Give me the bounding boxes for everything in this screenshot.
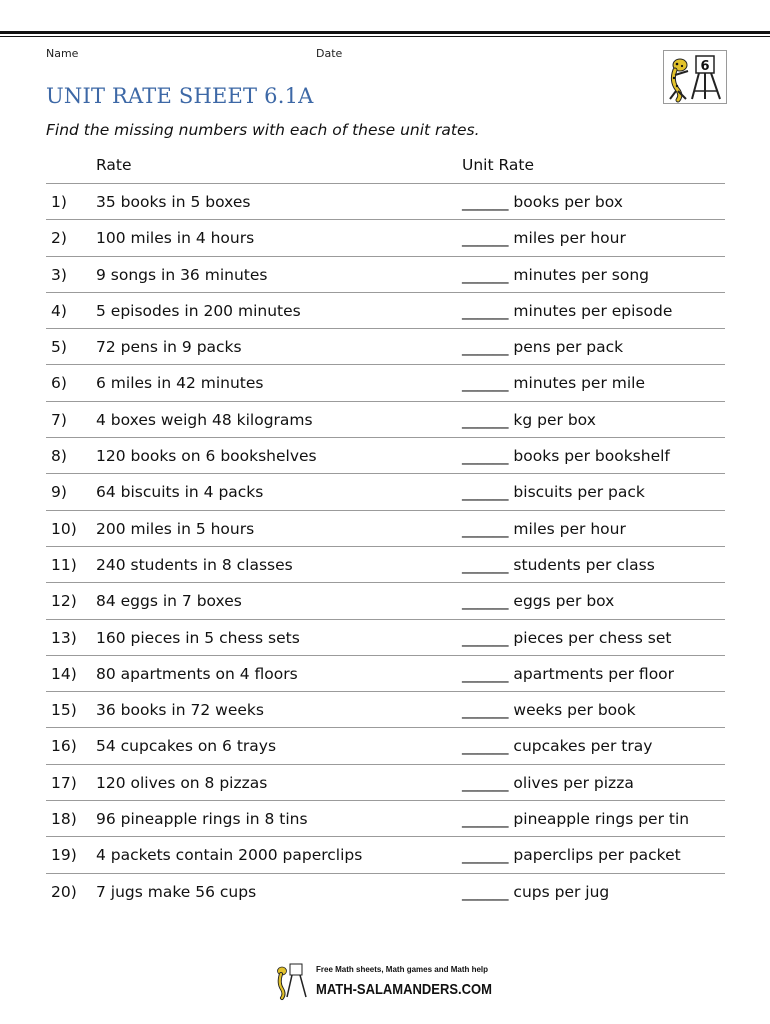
problem-rate: 100 miles in 4 hours (96, 229, 255, 248)
problem-number: 19) (51, 846, 77, 865)
problem-rate: 36 books in 72 weeks (96, 701, 264, 720)
problem-unit-rate: ______ miles per hour (462, 519, 626, 538)
table-row (46, 184, 725, 220)
name-label: Name (46, 47, 79, 60)
table-row (46, 583, 725, 619)
problem-number: 3) (51, 265, 67, 284)
problem-number: 6) (51, 374, 67, 393)
problem-number: 7) (51, 410, 67, 429)
problem-unit-rate: ______ cups per jug (462, 882, 610, 901)
problem-unit-rate: ______ books per bookshelf (462, 447, 670, 466)
problem-rate: 84 eggs in 7 boxes (96, 592, 242, 611)
instructions: Find the missing numbers with each of these unit rates. (46, 121, 480, 139)
table-row (46, 511, 725, 547)
problem-number: 10) (51, 519, 77, 538)
table-row (46, 365, 725, 401)
problem-unit-rate: ______ pens per pack (462, 338, 624, 357)
date-label: Date (316, 47, 343, 60)
problem-number: 18) (51, 810, 77, 829)
table-row (46, 801, 725, 837)
problem-unit-rate: ______ minutes per episode (462, 301, 673, 320)
problem-number: 16) (51, 737, 77, 756)
problem-rate: 4 packets contain 2000 paperclips (96, 846, 363, 865)
problem-unit-rate: ______ weeks per book (462, 701, 636, 720)
problem-rate: 120 olives on 8 pizzas (96, 773, 268, 792)
table-row (46, 620, 725, 656)
problem-rate: 5 episodes in 200 minutes (96, 301, 301, 320)
table-row (46, 329, 725, 365)
problem-rate: 6 miles in 42 minutes (96, 374, 264, 393)
table-row (46, 257, 725, 293)
problem-number: 2) (51, 229, 67, 248)
column-header-rate: Rate (96, 156, 132, 174)
problem-rate: 7 jugs make 56 cups (96, 882, 257, 901)
problem-unit-rate: ______ minutes per song (462, 265, 649, 284)
problem-rate: 80 apartments on 4 floors (96, 664, 298, 683)
problem-unit-rate: ______ apartments per floor (462, 664, 675, 683)
footer-tagline: Free Math sheets, Math games and Math help (316, 965, 489, 974)
problem-number: 15) (51, 701, 77, 720)
problem-rate: 54 cupcakes on 6 trays (96, 737, 277, 756)
problem-number: 13) (51, 628, 77, 647)
table-row (46, 728, 725, 764)
problem-number: 17) (51, 773, 77, 792)
problem-unit-rate: ______ paperclips per packet (462, 846, 681, 865)
problem-unit-rate: ______ eggs per box (462, 592, 615, 611)
problem-rate: 64 biscuits in 4 packs (96, 483, 264, 502)
problem-unit-rate: ______ books per box (462, 193, 623, 211)
problem-unit-rate: ______ kg per box (462, 410, 596, 429)
problem-rate: 200 miles in 5 hours (96, 519, 255, 538)
problems-table (46, 150, 725, 909)
table-row (46, 474, 725, 510)
problem-unit-rate: ______ miles per hour (462, 229, 626, 248)
math-salamanders-logo-icon (276, 961, 496, 1001)
header-rule-thick (0, 31, 770, 34)
problem-number: 5) (51, 338, 67, 357)
problem-number: 9) (51, 483, 67, 502)
problem-number: 14) (51, 664, 77, 683)
problem-rate: 9 songs in 36 minutes (96, 265, 268, 284)
footer-site: MATH-SALAMANDERS.COM (316, 981, 492, 998)
problem-rows (46, 184, 725, 909)
problem-rate: 240 students in 8 classes (96, 555, 293, 574)
table-row (46, 402, 725, 438)
problem-rate: 72 pens in 9 packs (96, 338, 242, 357)
worksheet-title: UNIT RATE SHEET 6.1A (46, 84, 314, 108)
problem-number: 8) (51, 447, 67, 466)
problem-number: 12) (51, 592, 77, 611)
problem-unit-rate: ______ pieces per chess set (462, 628, 672, 647)
table-row (46, 874, 725, 909)
table-row (46, 438, 725, 474)
problem-unit-rate: ______ minutes per mile (462, 374, 646, 393)
problem-number: 20) (51, 882, 77, 901)
table-row (46, 692, 725, 728)
grade-number: 6 (700, 59, 710, 74)
problem-unit-rate: ______ pineapple rings per tin (462, 810, 690, 829)
salamander-grade-badge-icon (663, 50, 727, 104)
table-row (46, 293, 725, 329)
problem-number: 11) (51, 555, 77, 574)
problem-rate: 120 books on 6 bookshelves (96, 447, 317, 466)
problem-unit-rate: ______ cupcakes per tray (462, 737, 653, 756)
problem-rate: 160 pieces in 5 chess sets (96, 628, 300, 647)
table-row (46, 765, 725, 801)
problem-number: 4) (51, 301, 67, 320)
problem-number: 1) (51, 193, 67, 211)
table-row (46, 220, 725, 256)
problem-rate: 96 pineapple rings in 8 tins (96, 810, 308, 829)
column-header-unit-rate: Unit Rate (462, 156, 535, 174)
problem-rate: 35 books in 5 boxes (96, 193, 251, 211)
problem-unit-rate: ______ biscuits per pack (462, 483, 645, 502)
table-row (46, 837, 725, 873)
header-rule-thin (0, 36, 770, 37)
problem-rate: 4 boxes weigh 48 kilograms (96, 410, 313, 429)
table-row (46, 656, 725, 692)
table-header (46, 150, 725, 184)
problem-unit-rate: ______ students per class (462, 555, 655, 574)
problem-unit-rate: ______ olives per pizza (462, 773, 634, 792)
table-row (46, 547, 725, 583)
